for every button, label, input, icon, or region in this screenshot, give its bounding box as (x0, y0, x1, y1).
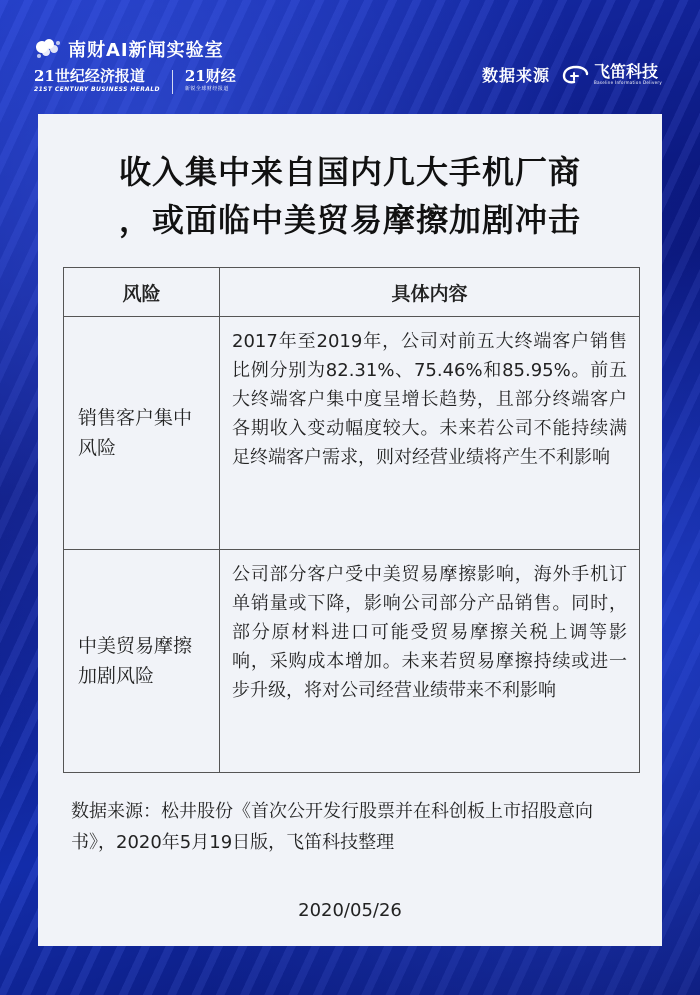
source-footnote: 数据来源：松井股份《首次公开发行股票并在科创板上市招股意向书》，2020年5月19日版，飞笛科技整理 (71, 801, 593, 853)
feidi-logo-icon (562, 65, 590, 85)
header-risk: 风险 (64, 268, 220, 317)
page-title (38, 148, 662, 244)
nancai-logo-icon (34, 37, 62, 61)
source-label: 数据来源 (482, 66, 551, 85)
brand-top (34, 36, 224, 62)
title-line-2: ，或面临中美贸易摩擦加剧冲击 (118, 201, 581, 239)
risk-detail: 2017年至2019年，公司对前五大终端客户销售比例分别为82.31%、75.46%和85.95%。前五大终端客户集中度呈增长趋势，且部分终端客户各期收入变动幅度较大。未来若公司不能持续满足终端客户需求，则对经营业绩将产生不利影响 (220, 317, 640, 550)
source-name: 飞笛科技 (594, 62, 659, 81)
publish-date: 2020/05/26 (298, 900, 402, 921)
table-header-row (64, 268, 640, 317)
risk-table (63, 267, 640, 773)
content-card (38, 114, 662, 946)
title-line-1: 收入集中来自国内几大手机厂商 (118, 153, 581, 191)
risk-detail: 公司部分客户受中美贸易摩擦影响，海外手机订单销量或下降，影响公司部分产品销售。同时，部分原材料进口可能受贸易摩擦关税上调等影响，采购成本增加。未来若贸易摩擦持续或进一步升级，将对公司经营业绩带来不利影响 (220, 550, 640, 773)
risk-name: 中美贸易摩擦加剧风险 (64, 550, 220, 773)
brand-name: 南财AI新闻实验室 (68, 40, 224, 61)
paper-name-cn: 21世纪经济报道 (34, 67, 145, 85)
source-subtitle: Baseline Information Delivery (594, 80, 662, 85)
paper-name-en: 21ST CENTURY BUSINESS HERALD (34, 86, 160, 93)
brand-row2 (34, 68, 236, 94)
header (0, 0, 700, 110)
caijing-name: 21财经 (184, 67, 236, 85)
header-detail: 具体内容 (220, 268, 640, 317)
table-row (64, 550, 640, 773)
table-row (64, 317, 640, 550)
feidi-block (594, 63, 662, 86)
caijing-logo (185, 68, 236, 94)
divider (172, 70, 173, 94)
paper-logo (34, 68, 160, 94)
caijing-subtitle: 新锐全球财经报道 (184, 86, 229, 92)
source-top (482, 63, 662, 86)
risk-name: 销售客户集中风险 (64, 317, 220, 550)
